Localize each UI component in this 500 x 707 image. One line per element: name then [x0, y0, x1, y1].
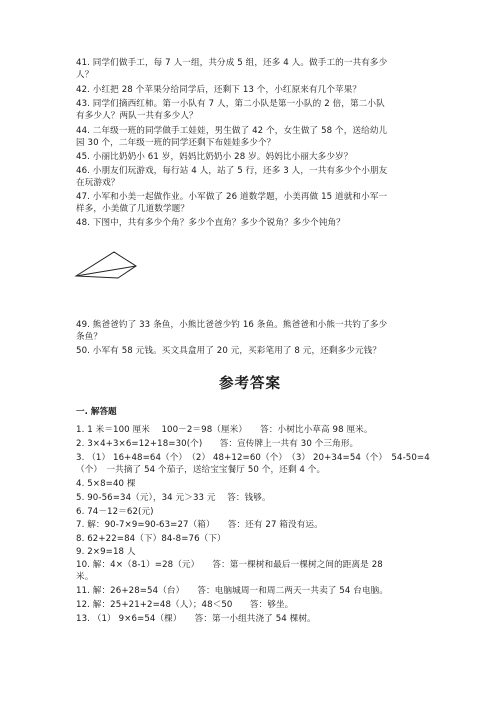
answer-12: 12. 解：25+21+2=48（人）；48＜50 答：够坐。	[76, 600, 294, 610]
question-44-line-2: 园 30 个，二年级一班的同学还剩下布娃娃多少个？	[76, 138, 276, 148]
question-44-line-1: 44. 二年级一班的同学做手工娃娃，男生做了 42 个，女生做了 58 个，送给幼儿	[76, 126, 388, 136]
answer-2: 2. 3×4+3×6=12+18=30(个) 答：宣传牌上一共有 30 个三角形。	[76, 439, 359, 449]
question-47-line-2: 样多，小美做了几道数学题？	[76, 204, 190, 214]
question-46-line-1: 46. 小朋友们玩游戏，每行站 4 人，站了 5 行，还多 3 人，一共有多少个小朋友	[76, 166, 388, 176]
question-45: 45. 小丽比奶奶小 61 岁，妈妈比奶奶小 28 岁。妈妈比小丽大多少岁？	[76, 152, 353, 162]
question-43-line-2: 有多少人？两队一共有多少人？	[76, 111, 198, 121]
answer-4: 4. 5×8=40 棵	[76, 479, 136, 489]
answer-3-line-1: 3. （1） 16+48=64（个） （2） 48+12=60（个） （3） 20+34=54（个） 54-50=4	[76, 453, 430, 463]
answer-8: 8. 62+22=84（下）84-8=76（下）	[76, 534, 226, 544]
question-41-line-1: 41. 同学们做手工，每 7 人一组，共分成 5 组，还多 4 人。做手工的一共有多少	[76, 58, 388, 68]
angle-figure	[74, 248, 140, 284]
answer-key-title: 参考答案	[219, 375, 281, 392]
answer-10-line-1: 10. 解：4×（8-1）=28（元） 答：第一棵树和最后一棵树之间的距离是 28	[76, 560, 383, 570]
question-41-line-2: 人？	[76, 70, 94, 80]
section-heading: 一. 解答题	[76, 407, 117, 417]
question-43-line-1: 43. 同学们摘西红柿。第一小队有 7 人，第二小队是第一小队的 2 倍，第二小队	[76, 99, 385, 109]
answer-13: 13. （1） 9×6=54（棵） 答：第一小组共浇了 54 棵树。	[76, 614, 316, 624]
question-49-line-2: 条鱼？	[76, 332, 103, 342]
answer-5: 5. 90-56=34（元），34 元＞33 元 答：钱够。	[76, 493, 271, 503]
answer-1: 1. 1 米＝100 厘米 100－2＝98（厘米） 答：小树比小草高 98 厘米。	[76, 425, 373, 435]
question-47-line-1: 47. 小军和小美一起做作业。小军做了 26 道数学题，小美再做 15 道就和小军一	[76, 192, 388, 202]
answer-7: 7. 解：90-7×9=90-63=27（箱） 答：还有 27 箱没有运。	[76, 520, 323, 530]
answer-11: 11. 解：26+28=54（台） 答：电脑城周一和周二两天一共卖了 54 台电脑。	[76, 586, 389, 596]
answer-9: 9. 2×9=18 人	[76, 547, 136, 557]
question-42: 42. 小红把 28 个苹果分给同学后，还剩下 13 个，小红原来有几个苹果？	[76, 85, 362, 95]
diagonal-line	[76, 266, 136, 276]
answer-10-line-2: 米。	[76, 572, 94, 582]
question-50: 50. 小军有 58 元钱。买文具盒用了 20 元，买彩笔用了 8 元，还剩多少元钱？	[76, 346, 382, 356]
answer-6: 6. 74－12＝62(元)	[76, 507, 154, 517]
question-46-line-2: 在玩游戏？	[76, 178, 120, 188]
question-49-line-1: 49. 熊爸爸钓了 33 条鱼，小熊比爸爸少钓 16 条鱼。熊爸爸和小熊一共钓了多少	[76, 320, 388, 330]
answer-3-line-2: （个） 一共摘了 54 个茄子，送给宝宝餐厅 50 个，还剩 4 个。	[76, 465, 326, 475]
question-48: 48. 下图中，共有多少个角？多少个直角？多少个锐角？多少个钝角？	[76, 218, 345, 228]
